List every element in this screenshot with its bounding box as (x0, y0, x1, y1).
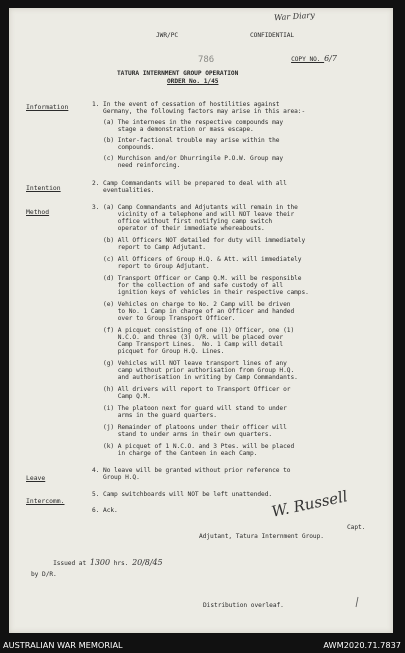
body-line: office without first notifying camp switch (92, 218, 273, 225)
body-line: 3. (a) Camp Commandants and Adjutants will remain in the (92, 204, 298, 211)
reference-code: JWR/PC (156, 32, 179, 39)
body-line: report to Camp Adjutant. (92, 244, 206, 251)
document-title: TATURA INTERNMENT GROUP OPERATION (117, 70, 239, 77)
body-line: need reinforcing. (92, 162, 181, 169)
war-diary-annotation: War Diary (273, 10, 316, 23)
issued-prefix: Issued at (53, 560, 87, 567)
body-line: (b) Inter-factional trouble may arise within the (92, 137, 280, 144)
body-line: (k) A picquet of 1 N.C.O. and 3 Ptes. will be placed (92, 443, 295, 450)
body-line: Group H.Q. (92, 474, 140, 481)
issued-time: 1300 (89, 558, 110, 567)
issued-date: 20/8/45 (132, 558, 163, 567)
body-line: (c) All Officers of Group H.Q. & Att. will immediately (92, 256, 302, 263)
body-line: (e) Vehicles on charge to No. 2 Camp will be driven (92, 301, 291, 308)
body-line: ignition keys of vehicles in their respective camps. (92, 289, 309, 296)
body-line: N.C.O. and three (3) O/R. will be placed over (92, 334, 284, 341)
body-line: 1. In the event of cessation of hostilities against (92, 101, 280, 108)
body-line: operator of their immediate whereabouts. (92, 225, 265, 232)
body-line: picquet for Group H.Q. Lines. (92, 348, 225, 355)
body-line: (j) Remainder of platoons under their officer will (92, 424, 287, 431)
body-line: 2. Camp Commandants will be prepared to deal with all (92, 180, 287, 187)
body-line: (c) Murchison and/or Dhurringile P.O.W. Group may (92, 155, 284, 162)
accession-number: AWM2020.71.7837 (323, 640, 401, 650)
stamp-number: 786 (198, 55, 215, 65)
body-line: 6. Ack. (92, 507, 118, 514)
body-line: 4. No leave will be granted without prior reference to (92, 467, 291, 474)
body-line: (g) Vehicles will NOT leave transport lines of any (92, 360, 287, 367)
body-line: (a) The internees in the respective compounds may (92, 119, 284, 126)
body-line: (h) All drivers will report to Transport Officer or (92, 386, 291, 393)
body-line: to No. 1 Camp in charge of an Officer and handed (92, 308, 295, 315)
issued-by: by D/R. (31, 571, 57, 578)
label-leave: Leave (26, 474, 46, 482)
signatory-rank: Capt. (347, 524, 366, 531)
body-line: and authorisation in writing by Camp Commandants. (92, 374, 298, 381)
distribution-note: Distribution overleaf. (203, 602, 284, 609)
pencil-mark (354, 596, 360, 608)
body-line: (b) All Officers NOT detailed for duty will immediately (92, 237, 306, 244)
body-line: eventualities. (92, 187, 155, 194)
body-line: arms in the guard quarters. (92, 412, 217, 419)
copy-label: COPY NO. (291, 56, 325, 63)
body-line: 5. Camp switchboards will NOT be left unattended. (92, 491, 273, 498)
body-line: (d) Transport Officer or Camp Q.M. will be responsible (92, 275, 302, 282)
body-line: report to Group Adjutant. (92, 263, 210, 270)
body-line: Germany, the following factors may arise in this area:- (92, 108, 306, 115)
signature: W. Russell (269, 487, 350, 521)
confidential-mark: CONFIDENTIAL (250, 32, 295, 39)
label-information: Information (26, 103, 69, 111)
institution-name: AUSTRALIAN WAR MEMORIAL (3, 640, 123, 650)
body-line: stage a demonstration or mass escape. (92, 126, 254, 133)
body-line: Camp Transport Lines. No. 1 Camp will detail (92, 341, 284, 348)
body-line: (i) The platoon next for guard will stand to under (92, 405, 287, 412)
body-line: over to Group Transport Officer. (92, 315, 236, 322)
body-line: compounds. (92, 144, 155, 151)
body-line: camp without prior authorisation from Group H.Q. (92, 367, 295, 374)
label-intention: Intention (26, 184, 61, 192)
body-line: Camp Q.M. (92, 393, 151, 400)
document-page (9, 8, 393, 633)
copy-handwritten: 6/7 (324, 54, 337, 63)
order-number: ORDER No. 1/45 (167, 78, 219, 85)
body-line: (f) A picquet consisting of one (1) Officer, one (1) (92, 327, 295, 334)
body-line: for the collection of and safe custody of all (92, 282, 284, 289)
label-method: Method (26, 208, 50, 216)
issued-hrs: hrs. (113, 560, 129, 567)
body-line: in charge of the Canteen in each Camp. (92, 450, 258, 457)
signatory-title: Adjutant, Tatura Internment Group. (199, 533, 324, 540)
archive-footer (0, 636, 405, 653)
copy-number (269, 48, 337, 70)
label-intercomm: Intercomm. (26, 497, 65, 505)
body-line: vicinity of a telephone and will NOT leave their (92, 211, 295, 218)
body-line: stand to under arms in their own quarters. (92, 431, 273, 438)
